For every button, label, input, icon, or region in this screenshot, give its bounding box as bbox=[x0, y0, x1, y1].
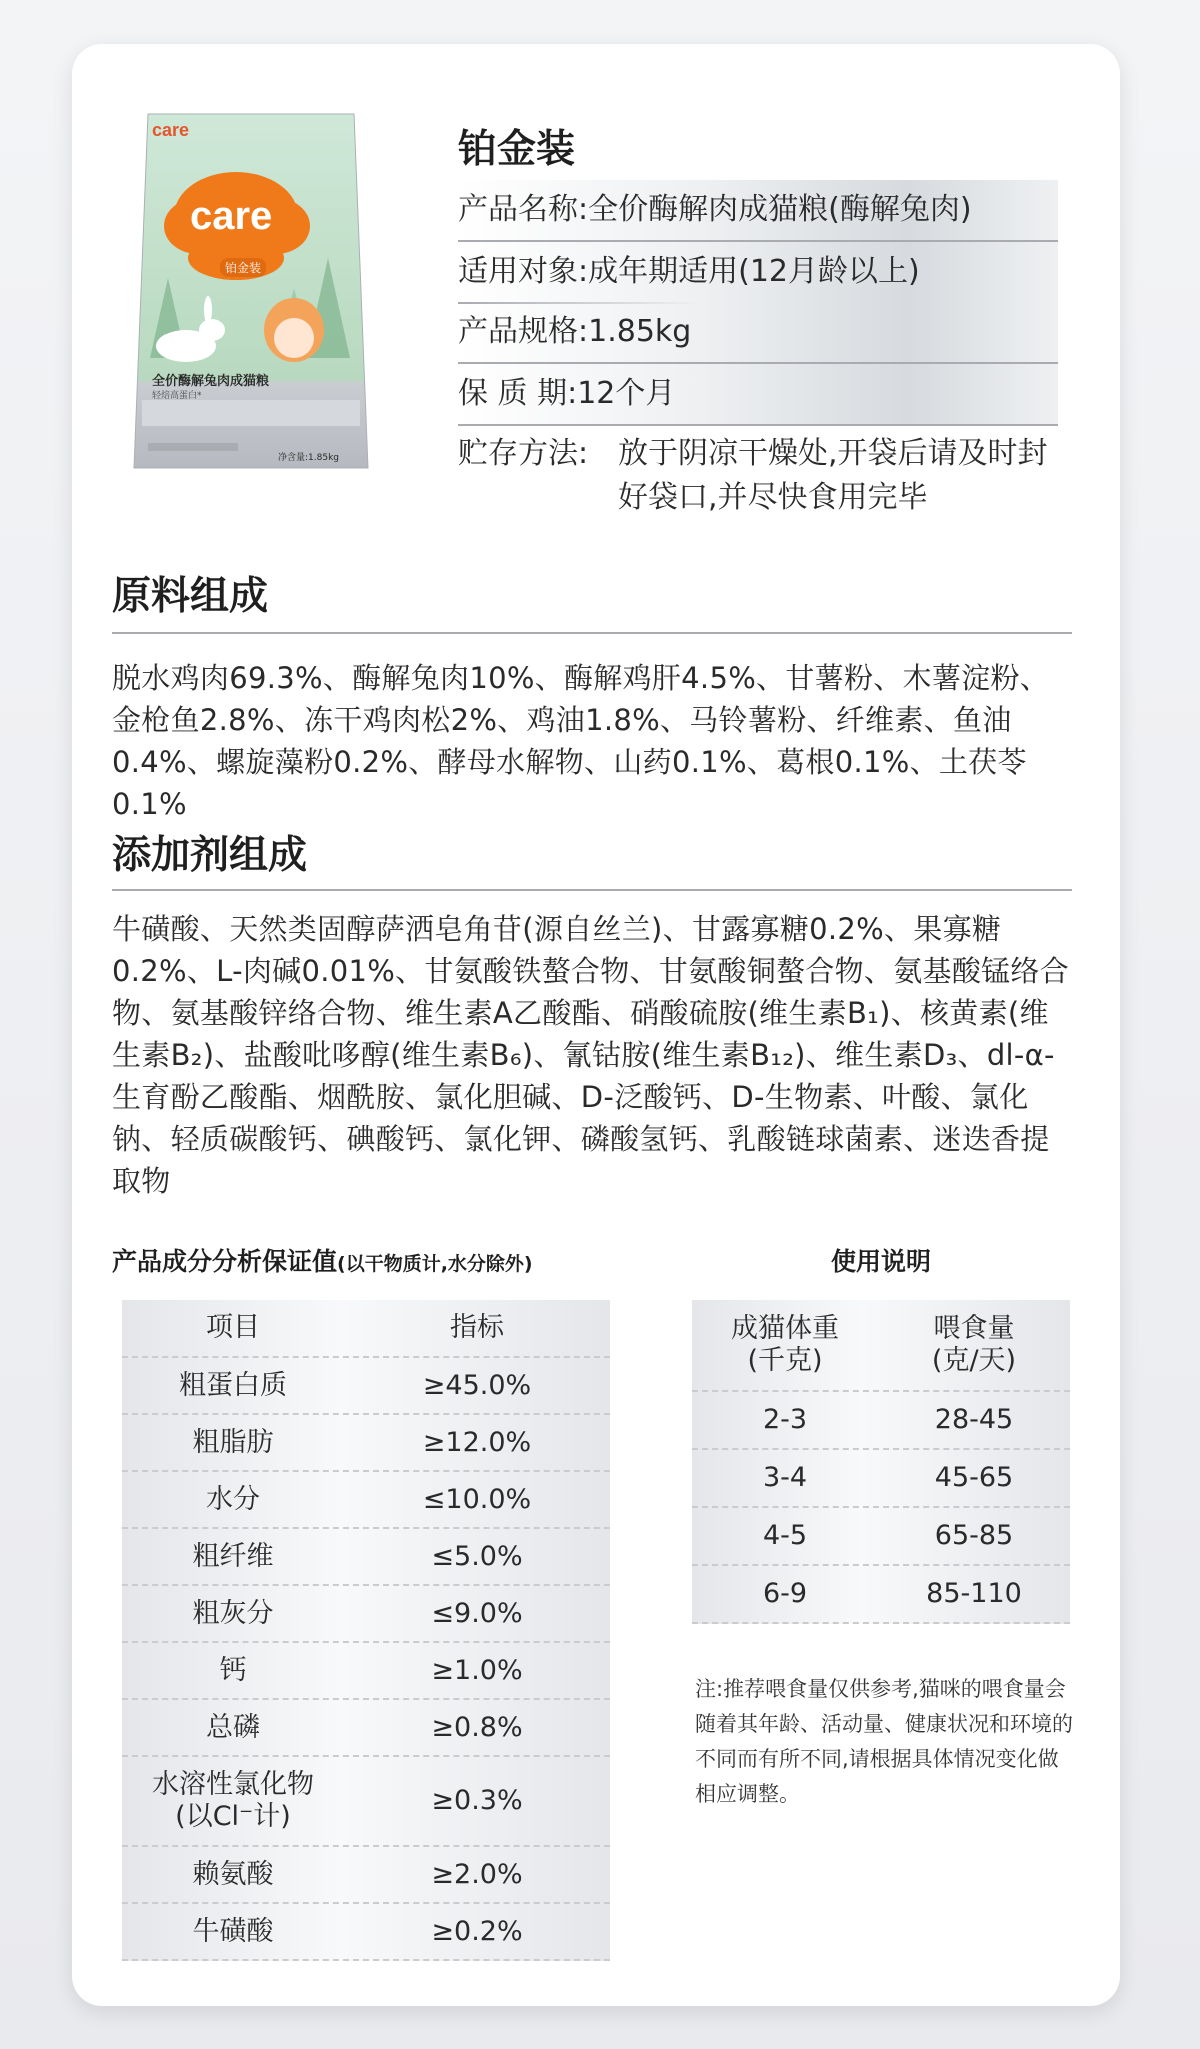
row-value: ≥2.0% bbox=[431, 1858, 523, 1890]
header-cell-amount: 喂食量(克/天) bbox=[931, 1313, 1017, 1376]
table-row bbox=[122, 1904, 610, 1961]
info-label: 产品规格: bbox=[458, 314, 589, 349]
additives-text: 牛磺酸、天然类固醇萨洒皂角苷(源自丝兰)、甘露寡糖0.2%、果寡糖0.2%、L-肉碱0.01%、甘氨酸铁螯合物、甘氨酸铜螯合物、氨基酸锰络合物、氨基酸锌络合物、维生素A乙酸酯、硝酸硫胺(维生素B₁)、核黄素(维生素B₂)、盐酸吡哆醇(维生素B₆)、氰钴胺(维生素B₁₂)、维生素D₃、dl-α-生育酚乙酸酯、烟酰胺、氯化胆碱、D-泛酸钙、D-生物素、叶酸、氯化钠、轻质碳酸钙、碘酸钙、氯化钾、磷酸氢钙、乳酸链球菌素、迷迭香提取物 bbox=[112, 912, 1070, 1198]
package-name: 全价酶解兔肉成猫粮 bbox=[152, 374, 270, 389]
info-row-name bbox=[458, 180, 1058, 242]
table-row bbox=[692, 1450, 1070, 1508]
row-value: ≥45.0% bbox=[422, 1369, 532, 1401]
info-label: 适用对象: bbox=[458, 254, 589, 289]
row-item: 粗灰分 bbox=[192, 1597, 274, 1629]
table-row bbox=[692, 1392, 1070, 1450]
row-value: ≤5.0% bbox=[431, 1540, 523, 1572]
package-logo-text: care bbox=[190, 194, 273, 238]
row-item: 牛磺酸 bbox=[192, 1915, 274, 1947]
header-cell-item: 项目 bbox=[206, 1312, 260, 1343]
info-row-shelf-life bbox=[458, 364, 1058, 426]
row-item: 水分 bbox=[206, 1483, 260, 1515]
table-header-row bbox=[122, 1300, 610, 1358]
row-value: ≤10.0% bbox=[422, 1483, 532, 1515]
row-amount: 45-65 bbox=[934, 1462, 1014, 1493]
row-value: ≥1.0% bbox=[431, 1654, 523, 1686]
feeding-note: 注:推荐喂食量仅供参考,猫咪的喂食量会随着其年龄、活动量、健康状况和环境的不同而有所不同,请根据具体情况变化做相应调整。 bbox=[695, 1677, 1073, 1806]
package-brand: care bbox=[152, 120, 190, 140]
feeding-title: 使用说明 bbox=[830, 1247, 931, 1276]
row-item: 钙 bbox=[219, 1654, 247, 1686]
info-label: 保 质 期: bbox=[458, 376, 578, 411]
table-row bbox=[122, 1472, 610, 1529]
table-header-row bbox=[692, 1300, 1070, 1392]
table-row bbox=[122, 1415, 610, 1472]
table-row bbox=[122, 1700, 610, 1757]
row-value: ≥0.3% bbox=[431, 1785, 523, 1816]
product-package-image bbox=[128, 108, 374, 476]
guarantee-title-sub: (以干物质计,水分除外) bbox=[337, 1253, 533, 1275]
row-item: 粗脂肪 bbox=[192, 1426, 274, 1458]
ingredients-text: 脱水鸡肉69.3%、酶解兔肉10%、酶解鸡肝4.5%、甘薯粉、木薯淀粉、金枪鱼2.8%、冻干鸡肉松2%、鸡油1.8%、马铃薯粉、纤维素、鱼油0.4%、螺旋藻粉0.2%、酵母水解物、山药0.1%、葛根0.1%、土茯苓0.1% bbox=[112, 661, 1050, 821]
info-value: 1.85kg bbox=[588, 314, 692, 349]
storage-label: 贮存方法: bbox=[458, 436, 589, 471]
header-cell-value: 指标 bbox=[450, 1312, 504, 1343]
row-item: 赖氨酸 bbox=[192, 1858, 274, 1890]
row-weight: 2-3 bbox=[762, 1404, 808, 1435]
additives-title: 添加剂组成 bbox=[112, 833, 308, 878]
table-row bbox=[122, 1643, 610, 1700]
row-item: 粗蛋白质 bbox=[179, 1369, 287, 1401]
table-row bbox=[122, 1847, 610, 1904]
row-amount: 28-45 bbox=[934, 1404, 1014, 1435]
additives-divider bbox=[112, 889, 1072, 891]
table-row bbox=[122, 1757, 610, 1847]
row-value: ≥0.8% bbox=[431, 1711, 523, 1743]
guarantee-table bbox=[122, 1300, 610, 1961]
info-value: 成年期适用(12月龄以上) bbox=[588, 254, 920, 289]
ingredients-title: 原料组成 bbox=[112, 574, 269, 619]
info-label: 产品名称: bbox=[458, 192, 589, 227]
info-value: 全价酶解肉成猫粮(酶解兔肉) bbox=[588, 192, 972, 227]
package-illustration bbox=[128, 108, 374, 476]
package-weight: 净含量:1.85kg bbox=[278, 453, 339, 463]
row-item: 粗纤维 bbox=[192, 1540, 274, 1572]
storage-value: 放于阴凉干燥处,开袋后请及时封好袋口,并尽快食用完毕 bbox=[618, 436, 1048, 515]
product-title: 铂金装 bbox=[458, 127, 576, 172]
info-value: 12个月 bbox=[577, 376, 676, 411]
table-row bbox=[122, 1586, 610, 1643]
row-value: ≥12.0% bbox=[422, 1426, 532, 1458]
package-tagline: 轻焙高蛋白* bbox=[152, 391, 202, 401]
row-weight: 6-9 bbox=[762, 1578, 808, 1609]
table-row bbox=[692, 1566, 1070, 1624]
row-amount: 65-85 bbox=[934, 1520, 1014, 1551]
info-row-spec bbox=[458, 302, 1058, 364]
row-item: 水溶性氯化物(以Cl⁻计) bbox=[152, 1769, 314, 1832]
guarantee-title-main: 产品成分分析保证值 bbox=[112, 1247, 338, 1276]
row-value: ≤9.0% bbox=[431, 1597, 523, 1629]
table-row bbox=[122, 1529, 610, 1586]
table-row bbox=[122, 1358, 610, 1415]
ingredients-divider bbox=[112, 632, 1072, 634]
info-row-target bbox=[458, 242, 1058, 304]
header-cell-weight: 成猫体重(千克) bbox=[731, 1313, 839, 1376]
package-badge: 铂金装 bbox=[220, 258, 266, 277]
row-weight: 4-5 bbox=[762, 1520, 808, 1551]
row-weight: 3-4 bbox=[762, 1462, 808, 1493]
row-value: ≥0.2% bbox=[431, 1915, 523, 1947]
feeding-table bbox=[692, 1300, 1070, 1624]
row-item: 总磷 bbox=[206, 1711, 260, 1743]
guarantee-title bbox=[112, 1242, 533, 1278]
row-amount: 85-110 bbox=[926, 1578, 1022, 1609]
table-row bbox=[692, 1508, 1070, 1566]
